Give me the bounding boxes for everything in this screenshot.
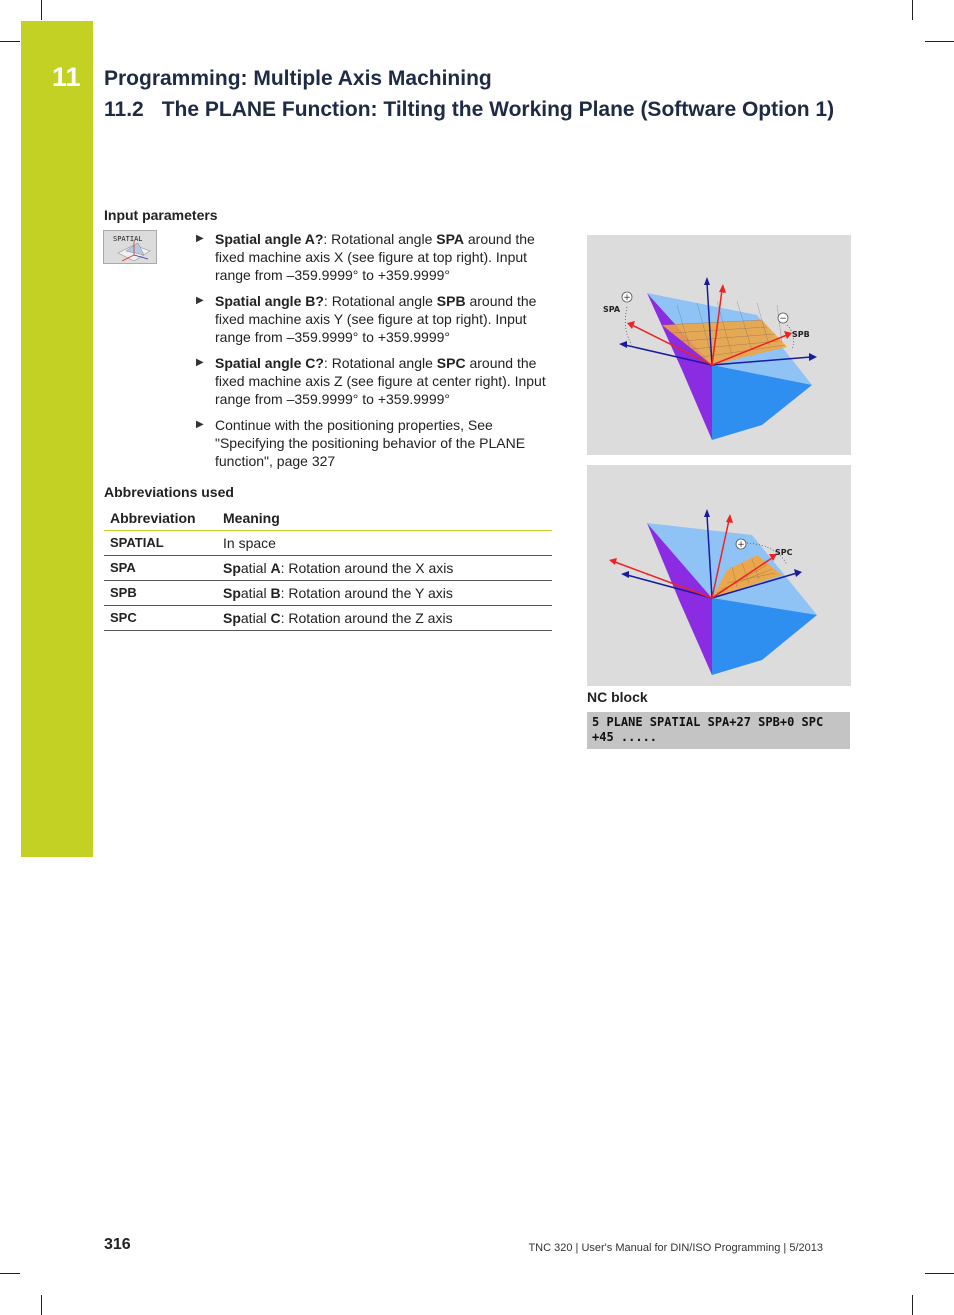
param-text: : Rotational angle	[323, 293, 437, 309]
meaning-text: : Rotation around the Y axis	[280, 585, 453, 601]
spatial-angle-ab-diagram	[587, 235, 851, 455]
meaning-bold: Sp	[223, 560, 241, 576]
spb-label: SPB	[792, 330, 810, 339]
spa-label: SPA	[603, 305, 621, 314]
column-header-abbreviation: Abbreviation	[104, 507, 217, 531]
figure-spc	[587, 465, 851, 686]
plus-label: +	[623, 293, 631, 303]
triangle-bullet-icon: ▶	[196, 419, 204, 430]
section-number: 11.2	[104, 98, 144, 121]
abbreviations-table	[104, 507, 552, 631]
param-code: SPC	[436, 355, 466, 371]
spc-label: SPC	[775, 548, 793, 557]
nc-code-line: 5 PLANE SPATIAL SPA+27 SPB+0 SPC	[592, 715, 824, 729]
section-title	[104, 98, 834, 122]
figure-spa-spb	[587, 235, 851, 455]
abbr-meaning	[217, 606, 552, 631]
param-text: : Rotational angle	[323, 231, 437, 247]
param-code: SPB	[436, 293, 466, 309]
crop-mark	[925, 1273, 954, 1274]
abbr-meaning	[217, 581, 552, 606]
crop-mark	[0, 41, 20, 42]
abbr-meaning: In space	[217, 531, 552, 556]
minus-label: −	[779, 314, 787, 324]
nc-code-line: +45 .....	[592, 730, 658, 744]
meaning-bold: Sp	[223, 585, 241, 601]
meaning-bold: Sp	[223, 610, 241, 626]
abbr-meaning	[217, 556, 552, 581]
meaning-text: : Rotation around the X axis	[280, 560, 454, 576]
meaning-bold: A	[270, 560, 281, 576]
abbreviations-heading: Abbreviations used	[104, 484, 234, 500]
list-item	[196, 416, 546, 470]
table-header-row	[104, 507, 552, 531]
crop-mark	[912, 0, 913, 20]
list-item	[196, 354, 546, 408]
param-code: SPA	[436, 231, 464, 247]
param-text: around the fixed machine axis X (see figure at top right). Input range from –359.9999° to +359.9999°	[215, 231, 535, 283]
triangle-bullet-icon: ▶	[196, 295, 204, 306]
chapter-title: Programming: Multiple Axis Machining	[104, 67, 492, 90]
list-item	[196, 230, 546, 284]
crop-mark	[0, 1273, 20, 1274]
table-row	[104, 556, 552, 581]
meaning-text: atial	[240, 610, 271, 626]
nc-block-heading: NC block	[587, 689, 648, 705]
meaning-bold: C	[270, 610, 281, 626]
abbr-code: SPATIAL	[104, 531, 217, 556]
spatial-softkey[interactable]	[103, 230, 157, 264]
meaning-text: atial	[240, 560, 271, 576]
abbr-code: SPA	[104, 556, 217, 581]
param-term: Spatial angle C?	[215, 355, 324, 371]
param-term: Spatial angle A?	[215, 231, 324, 247]
crop-mark	[41, 1295, 42, 1315]
chapter-number: 11	[52, 62, 81, 92]
input-parameter-list	[196, 230, 546, 478]
softkey-label: SPATIAL	[113, 235, 143, 243]
plus-label: +	[737, 540, 745, 550]
abbr-code: SPB	[104, 581, 217, 606]
param-text: : Rotational angle	[323, 355, 437, 371]
spatial-angle-c-diagram	[587, 465, 851, 686]
meaning-text: atial	[240, 585, 271, 601]
softkey-plane-icon	[104, 231, 158, 265]
crop-mark	[912, 1295, 913, 1315]
table-row	[104, 606, 552, 631]
page-number: 316	[104, 1236, 131, 1253]
crop-mark	[41, 0, 42, 20]
list-item	[196, 292, 546, 346]
param-text: around the fixed machine axis Y (see figure at top right). Input range from –359.9999° to +359.9999°	[215, 293, 537, 345]
meaning-bold: B	[270, 585, 281, 601]
triangle-bullet-icon: ▶	[196, 357, 204, 368]
continue-text: Continue with the positioning properties, See "Specifying the positioning behavior of the PLANE function", page 327	[215, 417, 526, 469]
table-row	[104, 531, 552, 556]
chapter-tab-bar	[21, 21, 93, 857]
triangle-bullet-icon: ▶	[196, 233, 204, 244]
table-row	[104, 581, 552, 606]
nc-block-code	[587, 712, 850, 749]
footer-text: TNC 320 | User's Manual for DIN/ISO Programming | 5/2013	[528, 1242, 823, 1254]
section-title-text: The PLANE Function: Tilting the Working Plane (Software Option 1)	[161, 98, 835, 121]
abbr-code: SPC	[104, 606, 217, 631]
crop-mark	[925, 41, 954, 42]
input-parameters-heading: Input parameters	[104, 207, 218, 223]
column-header-meaning: Meaning	[217, 507, 552, 531]
param-text: around the fixed machine axis Z (see figure at center right). Input range from –359.9999° to +359.9999°	[215, 355, 546, 407]
param-term: Spatial angle B?	[215, 293, 324, 309]
meaning-text: : Rotation around the Z axis	[280, 610, 453, 626]
